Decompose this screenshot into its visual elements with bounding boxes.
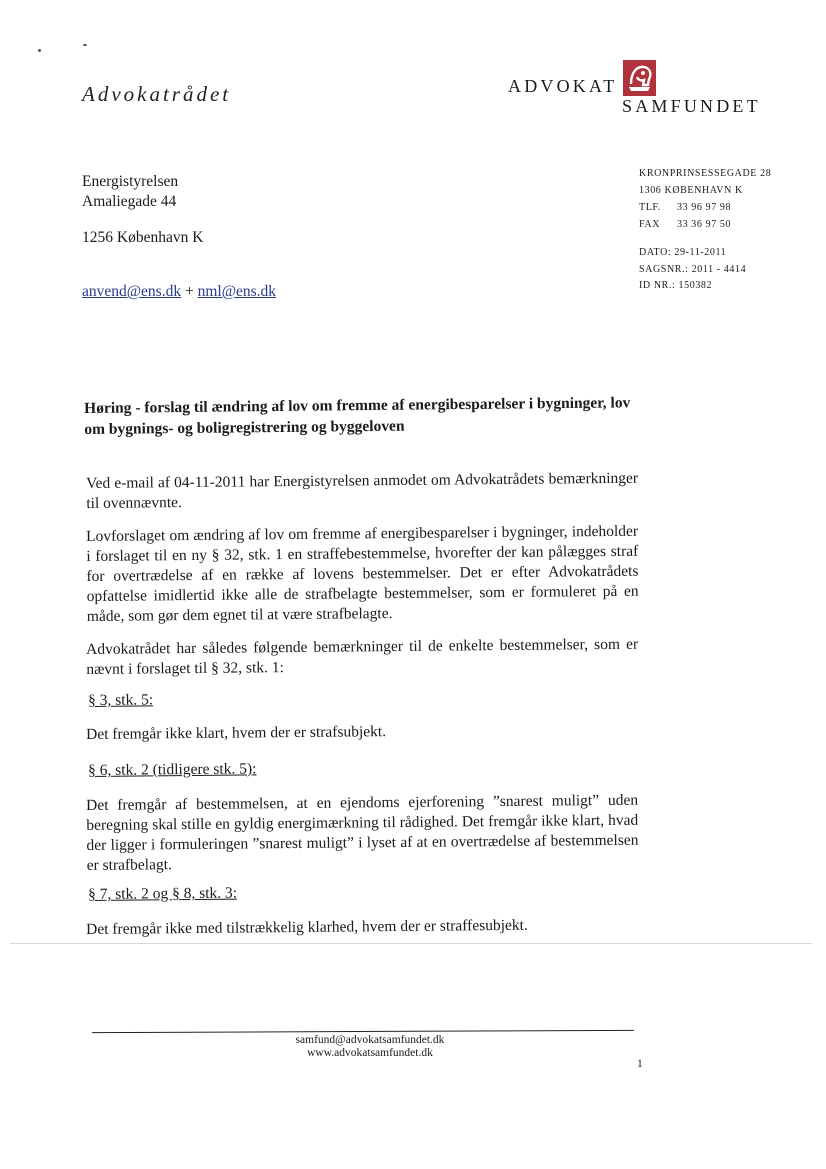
section-heading-3: § 7, stk. 2 og § 8, stk. 3: xyxy=(88,884,238,903)
letter-subject: Høring - forslag til ændring af lov om fremme af energibesparelser i bygninger, lov om bygnings- og boligregistrering og byggeloven xyxy=(84,394,631,438)
body-paragraph-1: Ved e-mail af 04-11-2011 har Energistyrelsen anmodet om Advokatrådets bemærkninger til ovennævnte. xyxy=(86,469,639,512)
footer-website: www.advokatsamfundet.dk xyxy=(307,1047,433,1059)
case-number: SAGSNR.: 2011 - 4414 xyxy=(639,264,747,275)
page-break-line xyxy=(10,943,812,944)
recipient-name: Energistyrelsen xyxy=(82,173,179,190)
recipient-street: Amaliegade 44 xyxy=(82,193,177,210)
sender-street: KRONPRINSESSEGADE 28 xyxy=(639,168,772,179)
section-text-2: Det fremgår af bestemmelsen, at en ejendoms ejerforening ”snarest muligt” uden beregning skal stille en gyldig energimærkning til rådighed. Det fremgår ikke klart, hvad der ligger i formuleringen ”snarest muligt” i lyset af at en overtrædelse af bestemmelsen er strafbelagt. xyxy=(86,791,639,874)
sender-city: 1306 KØBENHAVN K xyxy=(639,185,743,196)
body-paragraph-3: Advokatrådet har således følgende bemærkninger til de enkelte bestemmelser, som er nævnt i forslaget til § 32, stk. 1: xyxy=(86,635,639,678)
recipient-city: 1256 København K xyxy=(82,229,204,246)
footer-email: samfund@advokatsamfundet.dk xyxy=(295,1034,445,1046)
section-heading-2: § 6, stk. 2 (tidligere stk. 5): xyxy=(88,760,257,779)
fax-number: 33 36 97 50 xyxy=(677,219,732,230)
sender-fax xyxy=(639,216,731,233)
footer-divider xyxy=(92,1030,634,1033)
logo-text-top: ADVOKAT xyxy=(508,76,618,96)
sender-phone xyxy=(639,199,731,216)
body-paragraph-2: Lovforslaget om ændring af lov om fremme af energibesparelser i bygninger, indeholder i forslaget til en ny § 32, stk. 1 en straffebestemmelse, hvorefter der kan pålægges straf for overtrædelse af en række af lovens bestemmelser. Det er efter Advokatrådets opfattelse imidlertid ikke alle de strafbelagte bestemmelser, som er formuleret på en måde, som gør dem egnet til at være strafbelagte. xyxy=(86,522,639,625)
fax-label: FAX xyxy=(639,219,661,230)
letter-date: DATO: 29-11-2011 xyxy=(639,247,727,258)
phone-number: 33 96 97 98 xyxy=(677,202,732,213)
phone-label: TLF. xyxy=(639,202,661,213)
org-name: Advokatrådet xyxy=(82,82,232,106)
recipient-email-link-2[interactable]: nml@ens.dk xyxy=(197,283,277,300)
recipient-email-link-1[interactable]: anvend@ens.dk xyxy=(82,283,182,300)
section-text-1: Det fremgår ikke klart, hvem der er strafsubjekt. xyxy=(86,723,387,743)
scan-speck xyxy=(38,49,41,52)
id-number: ID NR.: 150382 xyxy=(639,280,713,291)
section-text-3: Det fremgår ikke med tilstrækkelig klarhed, hvem der er straffesubjekt. xyxy=(86,916,528,938)
recipient-emails xyxy=(82,282,276,302)
section-heading-1: § 3, stk. 5: xyxy=(88,691,154,709)
scan-speck xyxy=(83,44,87,46)
logo-text-bottom: SAMFUNDET xyxy=(622,96,761,116)
email-separator: + xyxy=(184,283,194,300)
page-number: 1 xyxy=(637,1058,643,1070)
logo-helmet-icon xyxy=(623,60,656,96)
